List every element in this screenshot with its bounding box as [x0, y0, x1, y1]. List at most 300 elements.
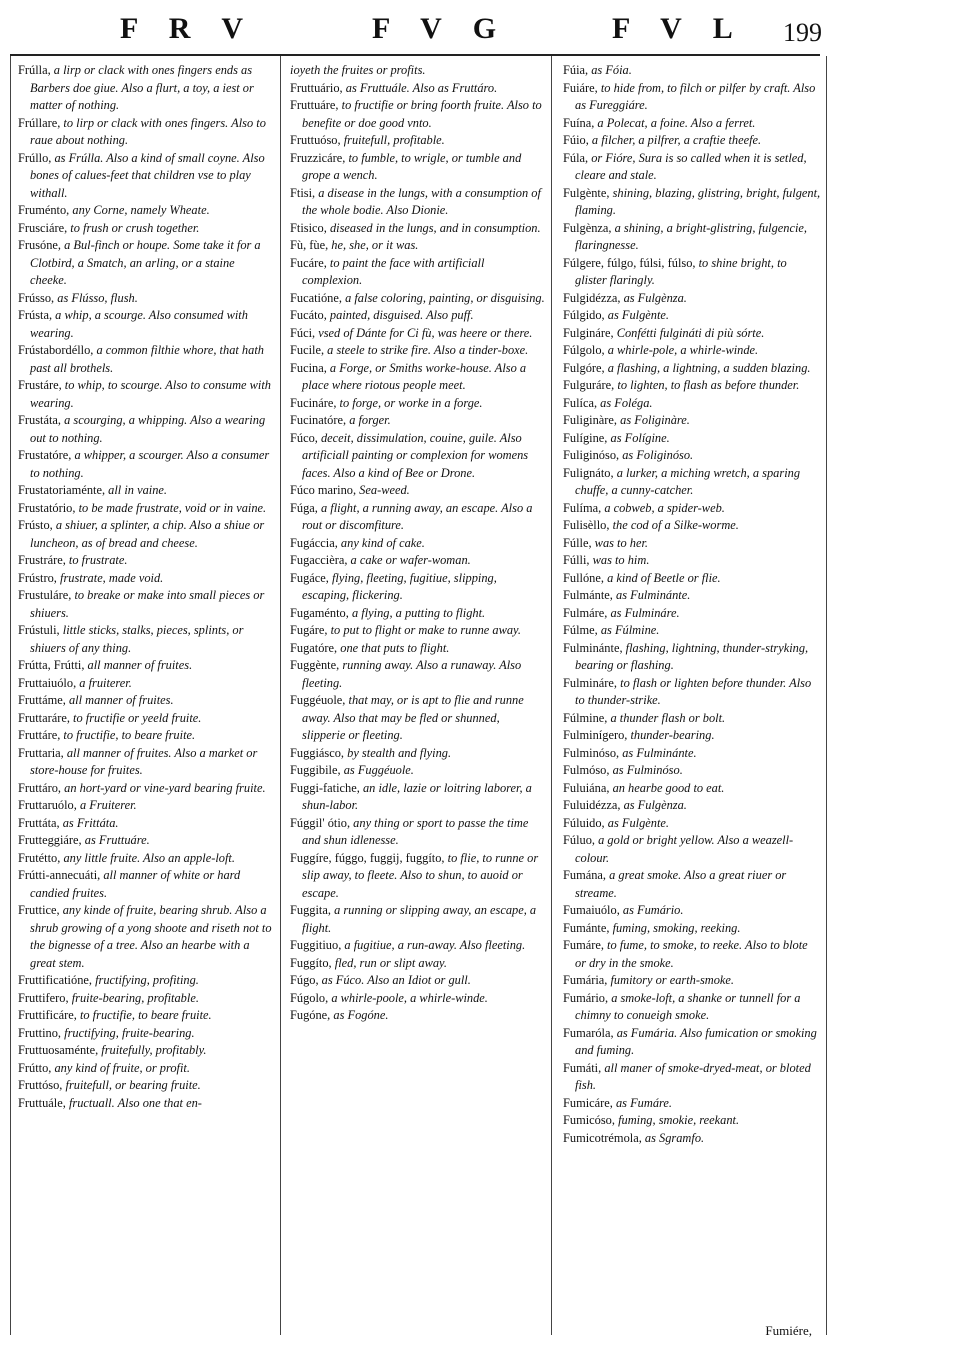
entry-headword: Fugaccièra, — [290, 553, 348, 567]
dictionary-entry — [18, 115, 274, 150]
entry-headword: Frustatório, — [18, 500, 76, 515]
dictionary-entry — [563, 377, 821, 395]
running-header — [0, 8, 972, 54]
entry-definition: a fruiterer. — [76, 675, 132, 690]
dictionary-entry — [290, 185, 545, 220]
entry-definition: a steele to strike fire. Also a tinder-boxe. — [324, 343, 529, 357]
entry-definition: an hort-yard or vine-yard bearing fruite. — [61, 780, 266, 795]
entry-definition: a scourging, a whipping. Also a wearing out to nothing. — [30, 413, 266, 445]
entry-headword: Frustáta, — [18, 413, 62, 427]
entry-headword: Fulíma, — [563, 500, 602, 515]
entry-definition: fruitefully, profitably. — [98, 1043, 207, 1057]
dictionary-entry — [18, 447, 274, 482]
dictionary-entry — [290, 902, 545, 937]
entry-headword: Fruttuosaménte, — [18, 1043, 99, 1057]
entry-definition: all manner of fruites. — [84, 658, 193, 672]
entry-definition: a whip, a scourge. Also consumed with wearing. — [30, 308, 248, 340]
dictionary-entry — [563, 832, 821, 867]
entry-headword: Fulmáre, — [563, 605, 608, 620]
entry-definition: fuming, smoking, reeking. — [609, 920, 741, 935]
dictionary-entry — [18, 692, 274, 710]
entry-definition: to breake or make into small pieces or shiuers. — [30, 588, 265, 620]
dictionary-entry — [563, 62, 821, 80]
entry-headword: Fruttuále, — [18, 1095, 66, 1110]
dictionary-entry — [563, 255, 821, 290]
column-3 — [563, 62, 821, 1147]
dictionary-entry — [290, 1007, 545, 1025]
entry-headword: Fúluido, — [563, 815, 605, 830]
dictionary-entry — [563, 220, 821, 255]
dictionary-entry — [290, 640, 545, 658]
dictionary-entry — [290, 692, 545, 745]
entry-definition: as Fogóne. — [330, 1008, 389, 1022]
entry-definition: as Fóia. — [588, 63, 632, 77]
entry-headword: Fúlme, — [563, 623, 598, 637]
entry-definition: a thunder flash or bolt. — [607, 710, 726, 725]
entry-definition: that may, or is apt to flie and runne away. Also that may be fled or shunned, slipperie or fleeting. — [302, 693, 524, 742]
entry-headword: Fucina, — [290, 360, 327, 375]
entry-definition: as Frúlla. Also a kind of small coyne. Also bones of calues-feet that children vse to play withall. — [30, 150, 265, 200]
dictionary-entry — [18, 587, 274, 622]
dictionary-entry — [18, 902, 274, 972]
entry-definition: one that puts to flight. — [337, 640, 450, 655]
entry-headword: Frústuli, — [18, 623, 60, 637]
entry-headword: Fúci, — [290, 325, 316, 340]
entry-headword: Frustráre, — [18, 553, 66, 567]
dictionary-entry — [18, 622, 274, 657]
entry-definition: an hearbe good to eat. — [609, 780, 725, 795]
dictionary-entry — [563, 395, 821, 413]
dictionary-entry — [18, 377, 274, 412]
entry-headword: Frusciáre, — [18, 220, 68, 235]
entry-definition: a Polecat, a foine. Also a ferret. — [594, 115, 756, 130]
entry-definition: a filcher, a pilfrer, a craftie theefe. — [588, 133, 762, 147]
entry-headword: Frusóne, — [18, 238, 62, 252]
entry-headword: Fuluidézza, — [563, 798, 621, 812]
entry-headword: Fugáccia, — [290, 535, 338, 550]
dictionary-entry — [563, 902, 821, 920]
entry-definition: a cake or wafer-woman. — [347, 553, 471, 567]
entry-definition: fructifying, profiting. — [91, 973, 199, 987]
entry-definition: a disease in the lungs, with a consumption of the whole bodie. Also Dionie. — [302, 185, 541, 217]
entry-definition: as Fulminánte. — [612, 588, 691, 602]
entry-headword: Fúlgido, — [563, 308, 605, 322]
dictionary-entry — [563, 587, 821, 605]
entry-headword: Fullóne, — [563, 570, 604, 585]
entry-definition: Sea-weed. — [356, 483, 410, 497]
entry-headword: Fuggènte, — [290, 658, 340, 672]
dictionary-entry — [290, 552, 545, 570]
entry-headword: Fuggíto, — [290, 955, 332, 970]
entry-definition: diseased in the lungs, and in consumption. — [326, 220, 541, 235]
entry-headword: Frústo, — [18, 518, 53, 532]
dictionary-entry — [563, 972, 821, 990]
entry-headword: Fruménto, — [18, 203, 70, 217]
entry-definition: fumitory or earth-smoke. — [607, 973, 735, 987]
dictionary-entry — [563, 185, 821, 220]
entry-headword: Fuggiásco, — [290, 745, 345, 760]
entry-headword: Frústabordéllo, — [18, 343, 94, 357]
entry-headword: Fulmináre, — [563, 675, 618, 690]
dictionary-entry — [290, 955, 545, 973]
dictionary-entry — [18, 220, 274, 238]
dictionary-entry — [18, 150, 274, 203]
dictionary-entry — [18, 237, 274, 290]
entry-definition: to flie, to runne or slip away, to fleete. Also to shun, to auoid or escape. — [302, 850, 539, 900]
dictionary-entry — [290, 80, 545, 98]
entry-headword: Frútto, — [18, 1060, 52, 1075]
entry-headword: Fruttaruólo, — [18, 798, 77, 812]
entry-headword: Fumicóso, — [563, 1113, 615, 1127]
entry-headword: Fuiáre, — [563, 80, 598, 95]
entry-headword: Fugáre, — [290, 623, 328, 637]
entry-definition: a forger. — [346, 413, 391, 427]
entry-headword: Fucáre, — [290, 255, 327, 270]
entry-definition: as Flússo, flush. — [54, 290, 138, 305]
entry-headword: Ftisi, — [290, 185, 316, 200]
dictionary-entry — [290, 360, 545, 395]
entry-headword: Fugatóre, — [290, 640, 338, 655]
entry-headword: Fulminígero, — [563, 728, 628, 742]
entry-definition: as Fulgènza. — [620, 290, 687, 305]
entry-definition: a gold or bright yellow. Also a weazell-colour. — [575, 833, 794, 865]
entry-headword: Fúlle, — [563, 535, 592, 550]
dictionary-entry — [563, 535, 821, 553]
entry-definition: as Folígine. — [607, 430, 670, 445]
entry-headword: Fumaiuólo, — [563, 903, 620, 917]
entry-headword: Fulgènza, — [563, 220, 612, 235]
entry-definition: all maner of smoke-dryed-meat, or bloted fish. — [575, 1060, 811, 1092]
entry-definition: a common filthie whore, that hath past all brothels. — [30, 343, 264, 375]
entry-definition: as Fúco. Also an Idiot or gull. — [318, 973, 471, 987]
entry-definition: as Fulgènte. — [604, 815, 670, 830]
entry-headword: Fugaménto, — [290, 605, 349, 620]
entry-definition: running away. Also a runaway. Also fleeting. — [302, 658, 522, 690]
dictionary-entry — [563, 307, 821, 325]
dictionary-entry — [18, 780, 274, 798]
entry-definition: as Frittáta. — [59, 815, 119, 830]
entry-definition: as Sgramfo. — [641, 1130, 705, 1145]
entry-headword: Fucatióne, — [290, 290, 342, 305]
entry-definition: frustrate, made void. — [56, 570, 164, 585]
entry-definition: deceit, dissimulation, couine, guile. Also artificiall painting or complexion for womens faces. Also a kind of Bee or Drone. — [302, 430, 529, 480]
entry-definition: to forge, or worke in a forge. — [336, 395, 483, 410]
entry-definition: fruite-bearing, profitable. — [68, 990, 199, 1005]
entry-headword: Fúlgolo, — [563, 343, 605, 357]
dictionary-entry — [18, 990, 274, 1008]
column-rule — [551, 56, 552, 1335]
entry-definition: to fructifie, to beare fruite. — [60, 728, 196, 742]
dictionary-entry — [563, 675, 821, 710]
column-rule — [826, 56, 827, 1335]
dictionary-entry — [18, 290, 274, 308]
entry-headword: Fucile, — [290, 343, 325, 357]
entry-headword: Fruttóso, — [18, 1078, 63, 1092]
entry-headword: Fruttaria, — [18, 745, 64, 760]
entry-headword: Fuggi-fatiche, — [290, 780, 360, 795]
dictionary-entry — [18, 1025, 274, 1043]
entry-headword: Frússo, — [18, 290, 55, 305]
entry-headword: Fuína, — [563, 115, 595, 130]
dictionary-entry — [290, 430, 545, 483]
header-left: F R V — [120, 12, 255, 45]
entry-definition: to fume, to smoke, to reeke. Also to blote or dry in the smoke. — [575, 938, 808, 970]
entry-definition: he, she, or it was. — [328, 238, 419, 252]
entry-definition: as Fulminóso. — [609, 763, 683, 777]
entry-definition: a cobweb, a spider-web. — [601, 500, 725, 515]
dictionary-entry — [563, 937, 821, 972]
entry-definition: as Fumário. — [619, 903, 684, 917]
entry-headword: Fumário, — [563, 990, 609, 1005]
dictionary-entry — [563, 115, 821, 133]
entry-headword: Fúga, — [290, 500, 318, 515]
entry-definition: any kind of cake. — [337, 535, 425, 550]
dictionary-entry — [290, 990, 545, 1008]
catchword: Fumiére, — [765, 1323, 812, 1338]
entry-headword: Fúlmine, — [563, 710, 608, 725]
dictionary-entry — [563, 815, 821, 833]
entry-definition: to whip, to scourge. Also to consume with wearing. — [30, 378, 271, 410]
entry-definition: a shining, a bright-glistring, fulgencie, flaringnesse. — [575, 220, 808, 252]
entry-headword: Fulgènte, — [563, 185, 610, 200]
dictionary-entry — [290, 850, 545, 903]
entry-headword: Fúlli, — [563, 553, 590, 567]
dictionary-entry — [563, 132, 821, 150]
dictionary-entry — [563, 605, 821, 623]
dictionary-entry — [18, 815, 274, 833]
dictionary-entry — [18, 675, 274, 693]
dictionary-entry — [18, 1060, 274, 1078]
dictionary-entry — [563, 447, 821, 465]
entry-headword: Fumária, — [563, 973, 608, 987]
header-rule — [10, 54, 820, 56]
entry-definition: any kinde of fruite, bearing shrub. Also a shrub growing of a yong shoote and riseth not to the bignesse of a tree. Also an hearbe with a great stem. — [30, 903, 272, 970]
entry-headword: Fúggil' ótio, — [290, 815, 351, 830]
entry-definition: flying, fleeting, fugitiue, slipping, escaping, flickering. — [302, 570, 497, 602]
entry-headword: Fruttificatióne, — [18, 973, 92, 987]
entry-headword: Fúluo, — [563, 833, 596, 847]
dictionary-entry — [290, 482, 545, 500]
dictionary-entry — [290, 535, 545, 553]
dictionary-entry — [290, 290, 545, 308]
entry-definition: fuming, smokie, reekant. — [614, 1113, 740, 1127]
dictionary-entry — [563, 552, 821, 570]
entry-definition: flashing, lightning, thunder-stryking, bearing or flashing. — [575, 640, 809, 672]
dictionary-entry — [563, 80, 821, 115]
entry-definition: a Bul-finch or houpe. Some take it for a Clotbird, a Smatch, an arling, or a staine cheeke. — [30, 238, 261, 287]
entry-definition: a whirle-poole, a whirle-winde. — [328, 990, 488, 1005]
entry-headword: Frústro, — [18, 570, 57, 585]
entry-definition: as Fruttuáre. — [81, 833, 150, 847]
entry-headword: Frutteggiáre, — [18, 833, 82, 847]
entry-definition: a lirp or clack with ones fingers ends as Barbers doe giue. Also a flurt, a toy, a iest or matter of nothing. — [30, 63, 254, 112]
entry-headword: Fuggibile, — [290, 763, 341, 777]
dictionary-entry — [18, 745, 274, 780]
entry-definition: ioyeth the fruites or profits. — [290, 63, 426, 77]
dictionary-entry — [18, 710, 274, 728]
entry-headword: Fulminánte, — [563, 640, 623, 655]
entry-headword: Frustatoriaménte, — [18, 483, 106, 497]
entry-headword: Fuliginóso, — [563, 448, 620, 462]
entry-definition: a shiuer, a splinter, a chip. Also a shiue or luncheon, as of bread and cheese. — [30, 518, 265, 550]
entry-definition: any Corne, namely Wheate. — [69, 203, 210, 217]
entry-definition: a flying, a putting to flight. — [348, 605, 486, 620]
dictionary-entry — [290, 937, 545, 955]
dictionary-entry — [290, 412, 545, 430]
entry-definition: to put to flight or make to runne away. — [327, 623, 521, 637]
entry-headword: Fulíca, — [563, 395, 598, 410]
entry-definition: was to him. — [589, 553, 650, 567]
entry-definition: a kind of Beetle or flie. — [603, 570, 721, 585]
entry-definition: a running or slipping away, an escape, a flight. — [302, 903, 537, 935]
column-rule — [10, 56, 11, 1335]
entry-definition: a great smoke. Also a great riuer or streame. — [575, 868, 787, 900]
entry-headword: Frutétto, — [18, 850, 61, 865]
entry-definition: fruitefull, profitable. — [340, 133, 445, 147]
dictionary-entry — [290, 150, 545, 185]
dictionary-entry — [18, 727, 274, 745]
dictionary-entry — [563, 360, 821, 378]
dictionary-entry — [18, 62, 274, 115]
dictionary-entry — [18, 1077, 274, 1095]
entry-headword: Fulguráre, — [563, 378, 615, 392]
dictionary-entry — [563, 325, 821, 343]
dictionary-entry — [563, 1095, 821, 1113]
entry-definition: to be made frustrate, void or in vaine. — [75, 500, 267, 515]
entry-definition: as Foliginóso. — [619, 448, 694, 462]
entry-headword: Fulgináre, — [563, 325, 614, 340]
entry-definition: a whipper, a scourger. Also a consumer to nothing. — [30, 448, 270, 480]
entry-definition: to fructifie or yeeld fruite. — [69, 710, 202, 725]
entry-headword: Frústa, — [18, 308, 53, 322]
dictionary-entry — [18, 850, 274, 868]
entry-headword: Fúia, — [563, 63, 589, 77]
dictionary-entry — [290, 395, 545, 413]
dictionary-entry — [290, 325, 545, 343]
column-1 — [18, 62, 274, 1112]
dictionary-entry — [290, 500, 545, 535]
entry-headword: Fulmánte, — [563, 588, 613, 602]
entry-definition: shining, blazing, glistring, bright, fulgent, flaming. — [575, 185, 821, 217]
entry-definition: as Fumáre. — [612, 1095, 672, 1110]
entry-headword: Fruttáme, — [18, 693, 66, 707]
entry-headword: Fúco, — [290, 430, 318, 445]
dictionary-entry — [18, 500, 274, 518]
dictionary-entry — [18, 657, 274, 675]
header-center: F V G — [372, 12, 509, 45]
dictionary-entry — [563, 570, 821, 588]
entry-headword: Fruzzicáre, — [290, 150, 346, 165]
page-number: 199 — [783, 18, 822, 47]
entry-definition: fruitefull, or bearing fruite. — [62, 1078, 201, 1092]
dictionary-entry — [18, 552, 274, 570]
entry-headword: Fúla, — [563, 150, 589, 165]
entry-headword: Frustatóre, — [18, 448, 72, 462]
dictionary-entry — [563, 745, 821, 763]
entry-headword: Fulgóre, — [563, 360, 605, 375]
entry-headword: Fulignáto, — [563, 465, 614, 480]
entry-definition: any thing or sport to passe the time and shun idlenesse. — [302, 815, 529, 847]
entry-headword: Fruttificáre, — [18, 1008, 77, 1022]
dictionary-entry — [563, 342, 821, 360]
entry-definition: to shine bright, to glister flaringly. — [575, 255, 787, 287]
entry-definition: as Fulminánte. — [619, 745, 697, 760]
dictionary-entry — [290, 605, 545, 623]
entry-headword: Frúllare, — [18, 115, 61, 130]
entry-headword: Fúio, — [563, 133, 589, 147]
dictionary-entry — [563, 867, 821, 902]
entry-definition: vsed of Dánte for Ci fù, was heere or there. — [315, 325, 533, 340]
entry-definition: as Fulmináre. — [607, 605, 680, 620]
dictionary-entry — [18, 517, 274, 552]
entry-definition: as Foliginàre. — [617, 413, 690, 427]
entry-definition: as Foléga. — [597, 395, 653, 410]
entry-definition: an idle, lazie or loitring laborer, a shun-labor. — [302, 780, 532, 812]
entry-definition: any little fruite. Also an apple-loft. — [60, 850, 235, 865]
dictionary-entry — [290, 255, 545, 290]
entry-headword: Fruttifero, — [18, 990, 69, 1005]
entry-headword: Fumaróla, — [563, 1025, 614, 1040]
dictionary-entry — [18, 867, 274, 902]
dictionary-entry — [18, 1042, 274, 1060]
dictionary-entry — [290, 622, 545, 640]
entry-headword: Fúlgere, fúlgo, fúlsi, fúlso, — [563, 255, 696, 270]
entry-definition: to lighten, to flash as before thunder. — [614, 378, 800, 392]
column-2 — [290, 62, 545, 1025]
entry-definition: to fructifie, to beare fruite. — [76, 1008, 212, 1022]
entry-headword: Fruttáre, — [18, 728, 61, 742]
entry-headword: Fugóne, — [290, 1008, 331, 1022]
entry-definition: a flashing, a lightning, a sudden blazing. — [604, 360, 811, 375]
entry-definition: all manner of fruites. Also a market or store-house for fruites. — [30, 745, 258, 777]
entry-definition: little sticks, stalks, pieces, splints, or shiuers of any thing. — [30, 623, 244, 655]
entry-headword: Fruttino, — [18, 1025, 62, 1040]
dictionary-entry — [563, 465, 821, 500]
dictionary-entry — [563, 780, 821, 798]
entry-headword: Fulminóso, — [563, 745, 620, 760]
entry-definition: a lurker, a miching wretch, a sparing chuffe, a cunny-catcher. — [575, 465, 801, 497]
dictionary-entry — [290, 657, 545, 692]
entry-headword: Fugáce, — [290, 570, 329, 585]
entry-definition: fled, run or slipt away. — [331, 955, 447, 970]
entry-headword: Fuggitiuo, — [290, 938, 342, 952]
dictionary-entry — [18, 202, 274, 220]
entry-definition: fructuall. Also one that en- — [65, 1095, 202, 1110]
entry-headword: Fruttáta, — [18, 815, 60, 830]
dictionary-entry — [563, 710, 821, 728]
entry-definition: to fructifie or bring foorth fruite. Also to benefite or doe good vnto. — [302, 98, 542, 130]
entry-headword: Fúco marino, — [290, 483, 357, 497]
entry-definition: fructifying, fruite-bearing. — [61, 1025, 195, 1040]
entry-definition: a false coloring, painting, or disguising. — [341, 290, 545, 305]
dictionary-entry — [290, 972, 545, 990]
entry-headword: Fulgidézza, — [563, 290, 621, 305]
dictionary-entry — [290, 62, 545, 80]
dictionary-entry — [18, 832, 274, 850]
dictionary-entry — [563, 500, 821, 518]
entry-headword: Ftisico, — [290, 220, 327, 235]
dictionary-entry — [563, 920, 821, 938]
entry-headword: Fumána, — [563, 868, 607, 882]
dictionary-entry — [290, 132, 545, 150]
entry-headword: Fucinatóre, — [290, 413, 347, 427]
entry-definition: a fugitiue, a run-away. Also fleeting. — [341, 938, 526, 952]
entry-headword: Fruttuário, — [290, 80, 343, 95]
dictionary-entry — [563, 150, 821, 185]
dictionary-entry — [563, 1112, 821, 1130]
entry-headword: Fucáto, — [290, 308, 327, 322]
dictionary-entry — [18, 1007, 274, 1025]
